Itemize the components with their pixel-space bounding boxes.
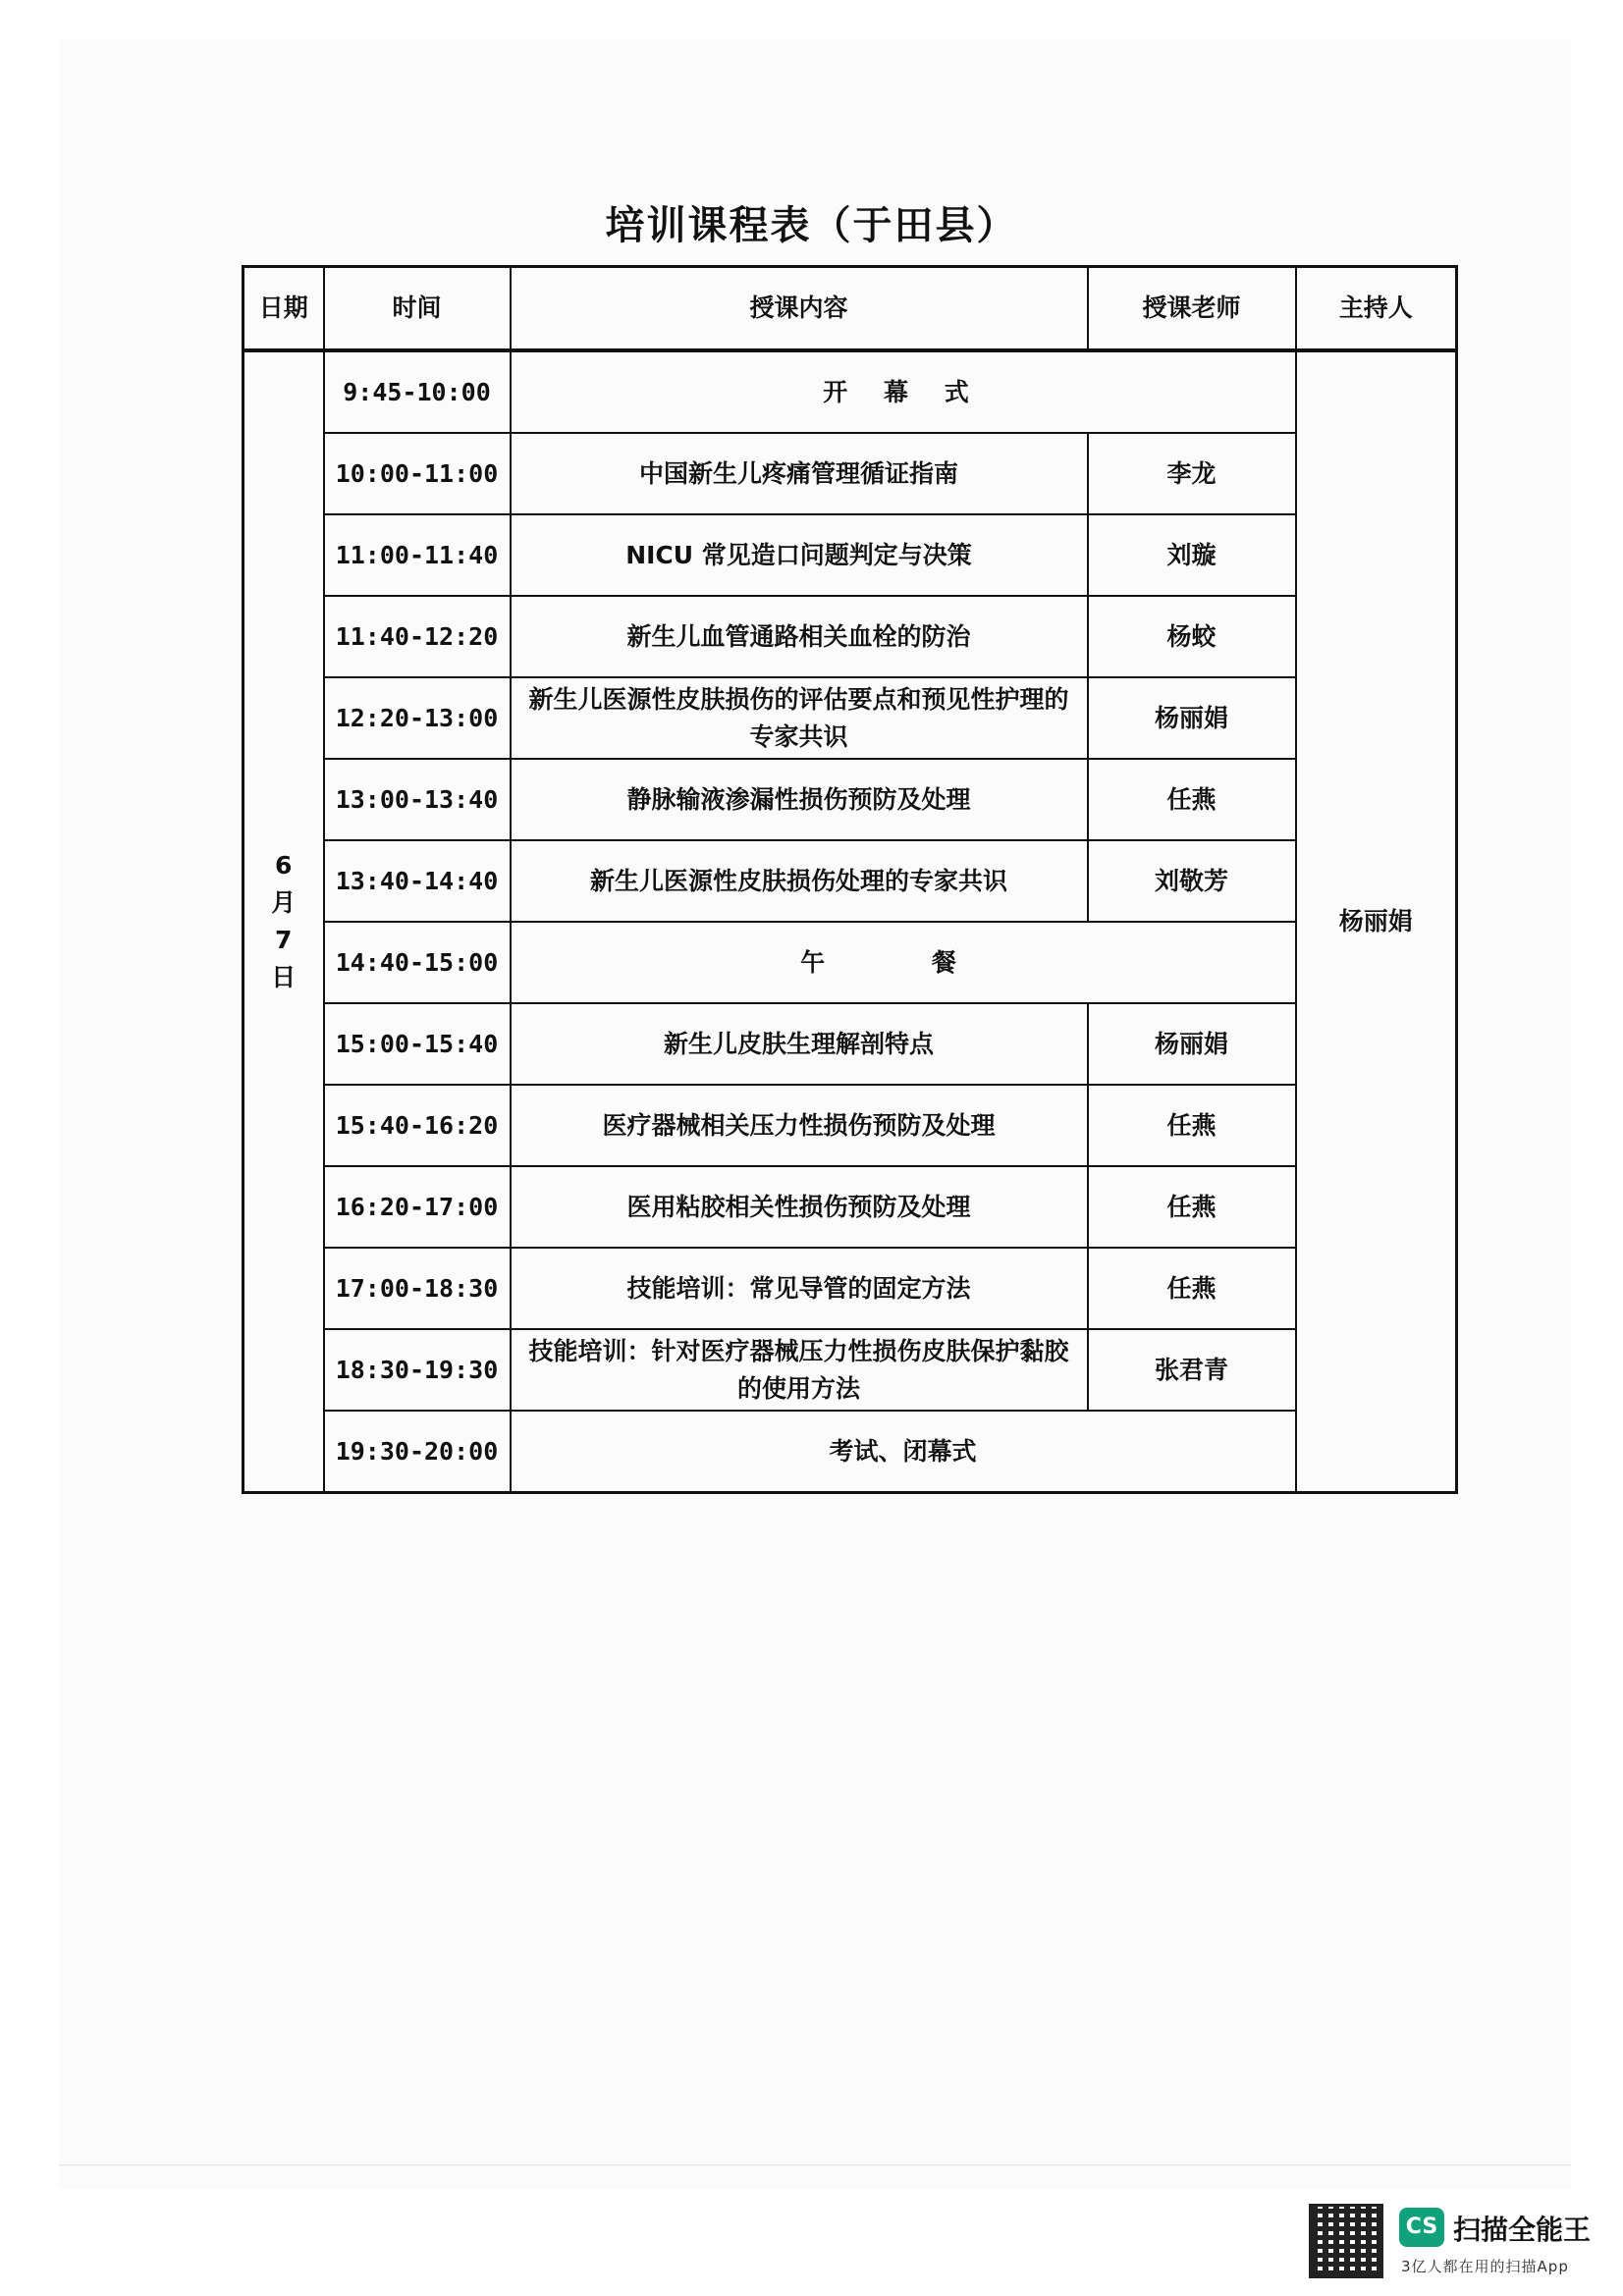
header-time: 时间 [324,267,511,351]
table-row [243,840,1457,922]
content-cell: 静脉输液渗漏性损伤预防及处理 [511,759,1088,840]
time-cell: 11:00-11:40 [324,514,511,596]
table-row [243,433,1457,514]
table-row [243,350,1457,433]
teacher-cell: 刘璇 [1088,514,1296,596]
page-title: 培训课程表（于田县） [605,203,1018,248]
table-row [243,1085,1457,1166]
content-cell: 午 餐 [511,922,1296,1003]
time-cell: 18:30-19:30 [324,1329,511,1411]
teacher-cell: 李龙 [1088,433,1296,514]
content-cell: 考试、闭幕式 [511,1411,1296,1493]
time-cell: 11:40-12:20 [324,596,511,677]
table-row [243,922,1457,1003]
table-row [243,759,1457,840]
content-cell: 新生儿医源性皮肤损伤的评估要点和预见性护理的专家共识 [511,677,1088,759]
table-row [243,1411,1457,1493]
content-cell: 技能培训：针对医疗器械压力性损伤皮肤保护黏胶的使用方法 [511,1329,1088,1411]
time-cell: 16:20-17:00 [324,1166,511,1248]
table-row [243,1003,1457,1085]
date-char: 月 [271,888,297,917]
time-cell: 13:40-14:40 [324,840,511,922]
table-row [243,1248,1457,1329]
content-cell: 新生儿血管通路相关血栓的防治 [511,596,1088,677]
qr-code-icon [1309,2204,1383,2278]
header-row [243,267,1457,351]
teacher-cell: 张君青 [1088,1329,1296,1411]
content-cell: 开 幕 式 [511,350,1296,433]
teacher-cell: 杨丽娟 [1088,1003,1296,1085]
table-row [243,677,1457,759]
header-date: 日期 [243,267,324,351]
teacher-cell: 任燕 [1088,1085,1296,1166]
camscanner-logo-icon: CS [1399,2208,1444,2247]
table-row [243,596,1457,677]
time-cell: 10:00-11:00 [324,433,511,514]
date-char: 日 [271,963,297,991]
table-row [243,514,1457,596]
content-cell: 医用粘胶相关性损伤预防及处理 [511,1166,1088,1248]
content-cell: 新生儿皮肤生理解剖特点 [511,1003,1088,1085]
content-cell: 医疗器械相关压力性损伤预防及处理 [511,1085,1088,1166]
content-cell: 中国新生儿疼痛管理循证指南 [511,433,1088,514]
time-cell: 14:40-15:00 [324,922,511,1003]
time-cell: 17:00-18:30 [324,1248,511,1329]
time-cell: 15:40-16:20 [324,1085,511,1166]
header-teacher: 授课老师 [1088,267,1296,351]
date-cell [243,350,324,1493]
brand-tagline: 3亿人都在用的扫描App [1401,2258,1569,2275]
header-content: 授课内容 [511,267,1088,351]
brand-name: 扫描全能王 [1453,2214,1592,2246]
time-cell: 12:20-13:00 [324,677,511,759]
teacher-cell: 任燕 [1088,1166,1296,1248]
host-cell: 杨丽娟 [1296,350,1457,1493]
teacher-cell: 杨蛟 [1088,596,1296,677]
time-cell: 13:00-13:40 [324,759,511,840]
date-char: 6 [275,851,293,880]
content-cell: 新生儿医源性皮肤损伤处理的专家共识 [511,840,1088,922]
teacher-cell: 任燕 [1088,759,1296,840]
schedule-table [242,265,1458,1494]
date-char: 7 [275,926,293,954]
header-host: 主持人 [1296,267,1457,351]
footer-divider [59,2164,1571,2165]
time-cell: 9:45-10:00 [324,350,511,433]
content-cell: NICU 常见造口问题判定与决策 [511,514,1088,596]
time-cell: 15:00-15:40 [324,1003,511,1085]
teacher-cell: 任燕 [1088,1248,1296,1329]
content-cell: 技能培训：常见导管的固定方法 [511,1248,1088,1329]
teacher-cell: 刘敬芳 [1088,840,1296,922]
table-row [243,1166,1457,1248]
time-cell: 19:30-20:00 [324,1411,511,1493]
table-row [243,1329,1457,1411]
teacher-cell: 杨丽娟 [1088,677,1296,759]
